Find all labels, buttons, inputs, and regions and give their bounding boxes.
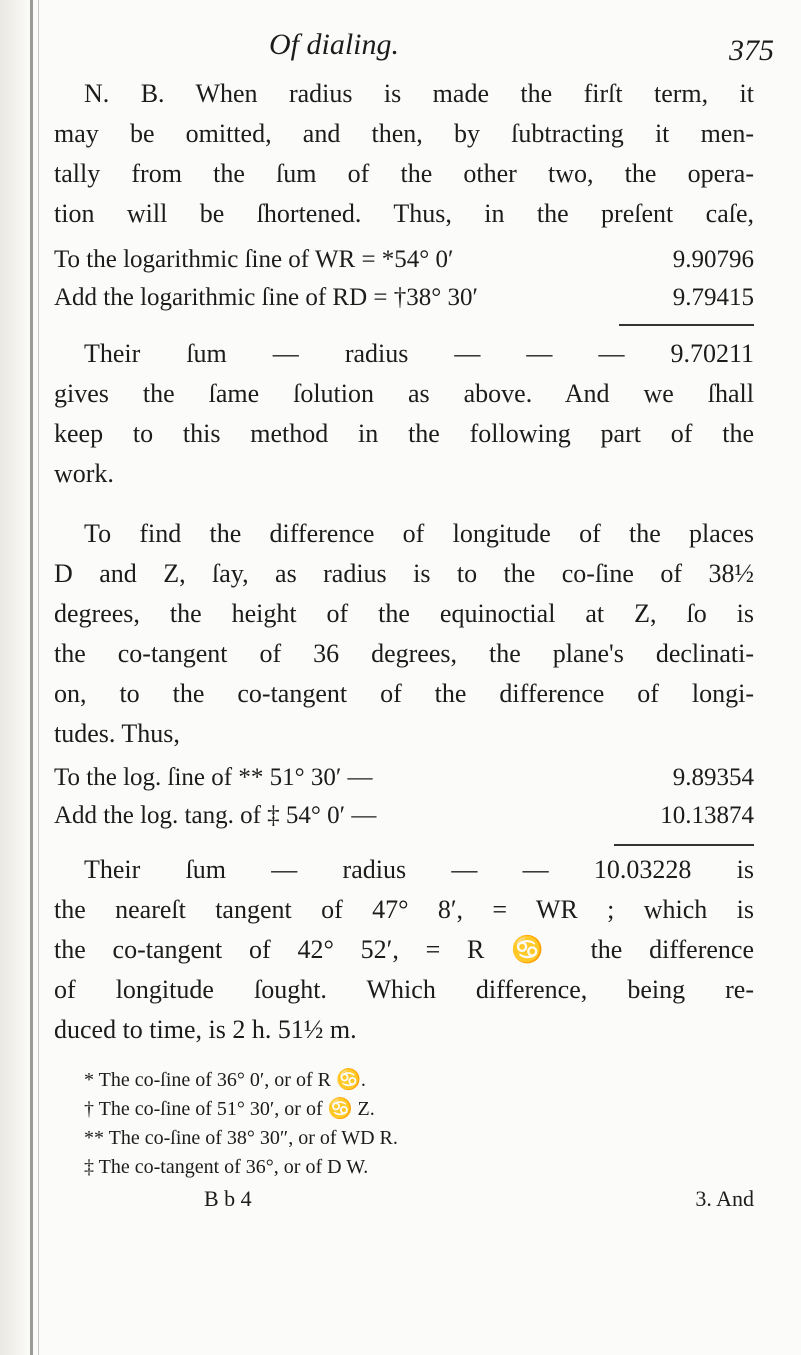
text-line: duced to time, is 2 h. 51½ m. — [54, 1015, 357, 1044]
footnotes — [84, 1066, 734, 1182]
footnote: ‡ The co-tangent of 36°, or of D W. — [84, 1156, 369, 1178]
book-gutter — [0, 0, 30, 1355]
calc-value: 9.79415 — [672, 284, 754, 311]
paragraph-longitude — [54, 514, 754, 754]
sum-line: Their ſum — radius — — 10.03228 is — [84, 855, 754, 884]
text-line: of longitude ſought. Which difference, being re- — [54, 975, 754, 1004]
calc-row — [54, 764, 754, 802]
calc-row — [54, 246, 754, 284]
sum-rule — [619, 324, 754, 326]
page-number: 375 — [729, 34, 774, 67]
text-line: To find the difference of longitude of the places — [84, 519, 754, 548]
text-line: on, to the co-tangent of the difference of longi- — [54, 679, 754, 708]
text-line: the co-tangent of 36 degrees, the plane's declinati- — [54, 639, 754, 668]
text-line: keep to this method in the following part of the — [54, 419, 754, 448]
text-line: may be omitted, and then, by ſubtracting it men- — [54, 119, 754, 148]
text-line: tion will be ſhortened. Thus, in the preſent caſe, — [54, 199, 754, 228]
calc-label: Add the log. tang. of ‡ 54° 0′ — — [54, 802, 377, 829]
text-line: tudes. Thus, — [54, 719, 180, 748]
calc-row — [54, 284, 754, 322]
calculation-1 — [54, 246, 754, 322]
calculation-2 — [54, 764, 754, 840]
footnote: * The co-ſine of 36° 0′, or of R ♋. — [84, 1069, 366, 1091]
calc1-sum-and-paragraph — [54, 334, 754, 494]
text-line: the neareſt tangent of 47° 8′, = WR ; which is — [54, 895, 754, 924]
text-line: tally from the ſum of the other two, the opera- — [54, 159, 754, 188]
text-line: the co-tangent of 42° 52′, = R ♋ the difference — [54, 935, 754, 964]
running-title: Of dialing. — [269, 28, 400, 61]
calc-label: To the logarithmic ſine of WR = *54° 0′ — [54, 246, 454, 273]
calc-value: 9.90796 — [672, 246, 754, 273]
calc-value: 9.89354 — [672, 764, 754, 791]
text-line: N. B. When radius is made the firſt term, it — [84, 79, 754, 108]
text-line: work. — [54, 459, 114, 488]
text-line: gives the ſame ſolution as above. And we ſhall — [54, 379, 754, 408]
gutter-rule-inner — [38, 0, 39, 1355]
sum-rule — [614, 844, 754, 846]
signature-mark: B b 4 — [204, 1186, 252, 1211]
calc-row — [54, 802, 754, 840]
calc-label: Add the logarithmic ſine of RD = †38° 30′ — [54, 284, 478, 311]
running-head — [54, 28, 774, 72]
sum-line: Their ſum — radius — — — 9.70211 — [84, 339, 754, 368]
calc-label: To the log. ſine of ** 51° 30′ — — [54, 764, 373, 791]
catchword: 3. And — [695, 1186, 754, 1211]
footnote: ** The co-ſine of 38° 30″, or of WD R. — [84, 1127, 398, 1149]
footnote: † The co-ſine of 51° 30′, or of ♋ Z. — [84, 1098, 375, 1120]
calc2-sum-and-paragraph — [54, 850, 754, 1050]
text-line: D and Z, ſay, as radius is to the co-ſine of 38½ — [54, 559, 754, 588]
paragraph-nb — [54, 74, 754, 234]
text-line: degrees, the height of the equinoctial at Z, ſo is — [54, 599, 754, 628]
gutter-rule — [30, 0, 33, 1355]
calc-value: 10.13874 — [660, 802, 754, 829]
